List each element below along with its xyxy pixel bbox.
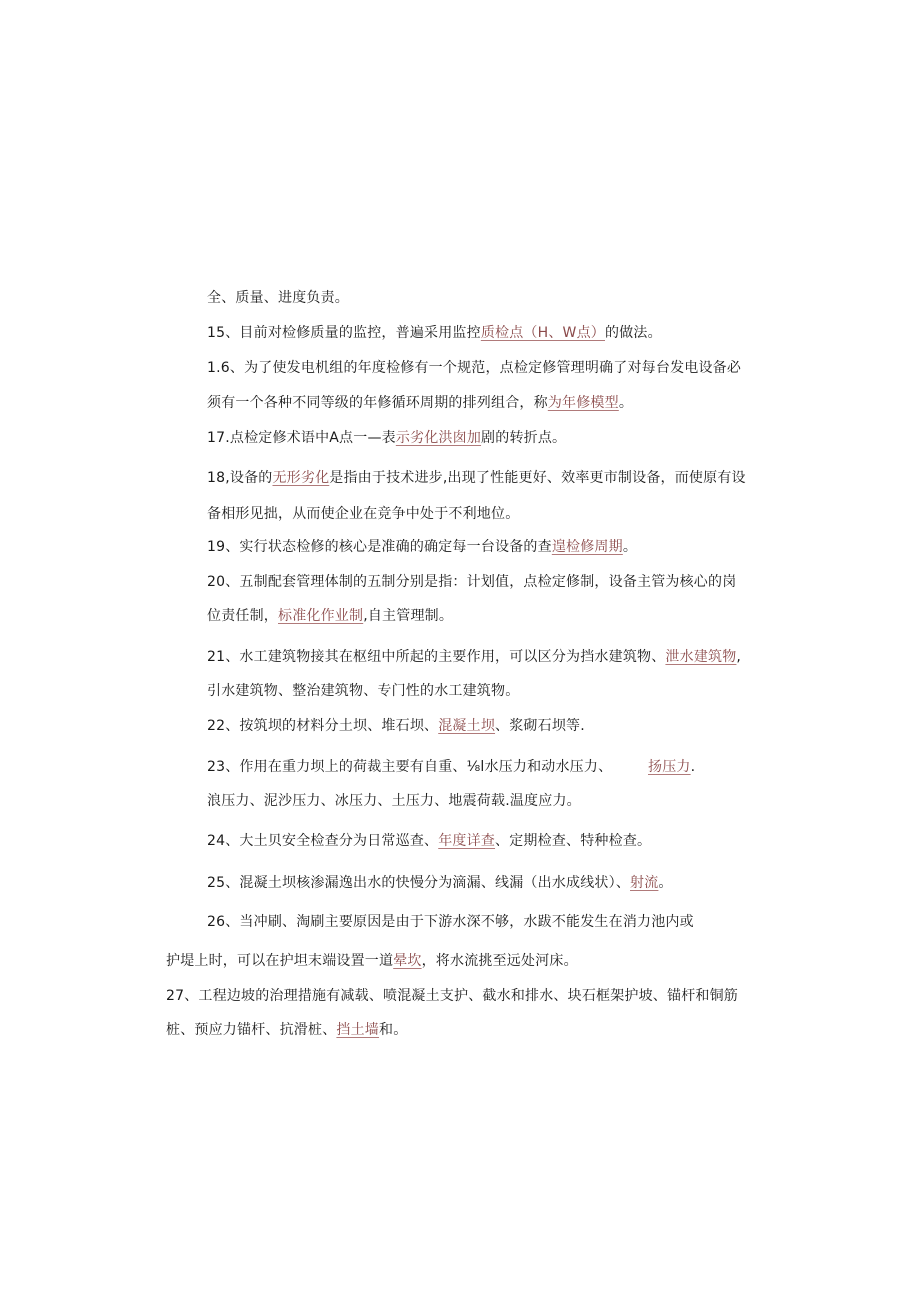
segment-text: 全、质量、进度负责。 <box>207 290 349 306</box>
text-line <box>207 468 746 488</box>
text-line <box>207 537 637 557</box>
answer-text: 年度详查 <box>438 833 496 849</box>
text-line <box>166 986 738 1006</box>
segment-text: 。 <box>658 875 673 891</box>
segment-text: ,自主管理制。 <box>363 608 454 624</box>
segment-text: 19、实行状态检修的核心是准确的确定每一台设备的查 <box>207 539 552 555</box>
text-line <box>207 757 612 777</box>
segment-text: 21、水工建筑物接其在枢纽中所起的主要作用，可以区分为挡水建筑物、 <box>207 649 666 665</box>
answer-text: 遑检修周期 <box>551 539 623 555</box>
answer-text: 为年修模型 <box>547 395 619 411</box>
text-line <box>207 358 741 378</box>
answer-text: 示劣化洪囱加 <box>395 430 482 446</box>
segment-text: 20、五制配套管理体制的五制分别是指：计划值，点检定修制，设备主管为核心的岗 <box>207 574 737 590</box>
segment-text: 须有一个各种不同等级的年修循环周期的排列组合，称 <box>207 395 548 411</box>
segment-text: 17.点检定修术语中A点一—表 <box>207 430 396 446</box>
text-line <box>207 572 736 592</box>
text-line <box>166 951 578 971</box>
answer-text: 晕坎 <box>393 953 422 969</box>
segment-text: 护堤上时，可以在护坦末端设置一道 <box>166 953 394 969</box>
text-line <box>207 873 673 893</box>
text-line <box>207 716 585 736</box>
answer-text: 无形劣化 <box>272 470 330 486</box>
answer-text: 质检点（H、W点） <box>480 325 605 341</box>
segment-text: 27、工程边坡的治理措施有减载、喷混凝土支护、截水和排水、块石框架护坡、锚杆和铜筋 <box>166 988 739 1004</box>
segment-text: 引水建筑物、整治建筑物、专门性的水工建筑物。 <box>207 683 520 699</box>
answer-text: 扬压力 <box>648 759 691 775</box>
segment-text: 位责任制， <box>207 608 278 624</box>
segment-text: 备相形见拙，从而使企业在竞争中处于不利地位。 <box>207 506 520 522</box>
text-line <box>207 606 453 626</box>
segment-text: 23、作用在重力坝上的荷裁主要有自重、⅛l水压力和动水压力、 <box>207 759 613 775</box>
segment-text: 22、按筑坝的材料分土坝、堆石坝、 <box>207 718 439 734</box>
text-line <box>648 757 695 777</box>
text-line <box>207 428 566 448</box>
segment-text: 是指由于技术进步,出现了性能更好、效率更市制设备，而使原有设 <box>329 470 746 486</box>
segment-text: 。 <box>618 395 634 411</box>
segment-text: , <box>736 649 742 665</box>
text-line <box>207 647 741 667</box>
segment-text: 25、混凝土坝核渗漏逸出水的快慢分为滴漏、线漏（出水成线状）、 <box>207 875 631 891</box>
text-line <box>207 288 349 308</box>
text-line <box>207 912 694 932</box>
segment-text: 26、当冲刷、淘刷主要原因是由于下游水深不够，水跋不能发生在消力池内或 <box>207 914 694 930</box>
text-line <box>207 393 633 413</box>
segment-text: 18,设备的 <box>207 470 273 486</box>
answer-text: 标准化作业制 <box>278 608 364 624</box>
text-line <box>207 504 519 524</box>
segment-text: 和。 <box>379 1022 408 1038</box>
segment-text: 。 <box>622 539 638 555</box>
segment-text: 、定期检查、特种检查。 <box>495 833 652 849</box>
segment-text: 剧的转折点。 <box>481 430 567 446</box>
segment-text: 24、大土贝安全检查分为日常巡查、 <box>207 833 439 849</box>
answer-text: 泄水建筑物 <box>665 649 737 665</box>
answer-text: 混凝土坝 <box>438 718 496 734</box>
text-line <box>207 831 651 851</box>
text-line <box>166 1020 407 1040</box>
segment-text: ，将水流挑至远处河床。 <box>421 953 578 969</box>
segment-text: . <box>690 759 696 775</box>
segment-text: 浪压力、泥沙压力、冰压力、土压力、地震荷载.温度应力。 <box>207 793 581 809</box>
text-line <box>207 681 519 701</box>
answer-text: 挡土墙 <box>336 1022 380 1038</box>
segment-text: 的做法。 <box>605 325 662 341</box>
segment-text: 桩、预应力锚杆、抗滑桩、 <box>166 1022 337 1038</box>
segment-text: 15、目前对检修质量的监控，普遍采用监控 <box>207 325 481 341</box>
text-line <box>207 791 581 811</box>
answer-text: 射流 <box>630 875 659 891</box>
segment-text: 、浆砌石坝等. <box>495 718 585 734</box>
segment-text: 1.6、为了使发电机组的年度检修有一个规范，点检定修管理明确了对每台发电设备必 <box>207 360 742 376</box>
text-line <box>207 323 662 343</box>
